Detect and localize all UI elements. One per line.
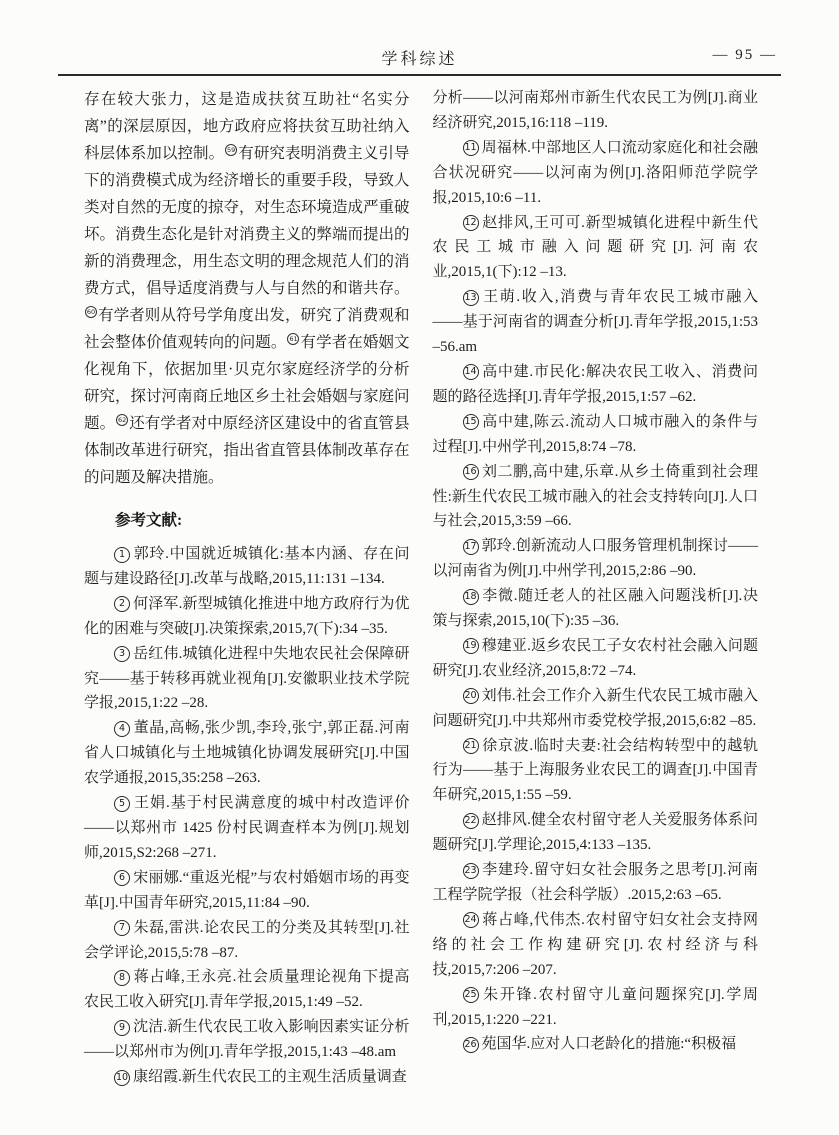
reference-number: 11 <box>463 140 479 156</box>
reference-number: 16 <box>463 464 479 480</box>
header-rule <box>58 74 781 76</box>
left-column <box>84 86 410 1086</box>
reference-item-continuation: 分析——以河南郑州市新生代农民工为例[J].商业经济研究,2015,16:118 –119. <box>432 90 758 131</box>
reference-number: 18 <box>463 589 479 605</box>
citation-marker: 60 <box>86 308 96 316</box>
reference-item: 12 赵排风,王可可.新型城镇化进程中新生代农民工城市融入问题研究[J].河南农业,2015,1(下):12 –13. <box>432 214 758 281</box>
reference-number: 17 <box>463 539 479 555</box>
reference-item: 8 蒋占峰,王永亮.社会质量理论视角下提高农民工收入研究[J].青年学报,2015,1:49 –52. <box>84 969 410 1011</box>
citation-marker: 59 <box>227 146 236 154</box>
reference-number: 26 <box>463 1037 479 1053</box>
reference-number: 2 <box>114 596 130 612</box>
references-heading: 参考文献: <box>115 512 183 529</box>
reference-number: 12 <box>463 215 479 231</box>
reference-number: 25 <box>463 987 479 1003</box>
reference-number: 20 <box>463 688 479 704</box>
reference-item: 7 朱磊,雷洪.论农民工的分类及其转型[J].社会学评论,2015,5:78 –87. <box>84 919 410 961</box>
reference-item: 13 王萌.收入,消费与青年农民工城市融入——基于河南省的调查分析[J].青年学报,2015,1:53 –56.am <box>432 289 758 356</box>
reference-number: 4 <box>114 721 130 737</box>
citation-marker: 61 <box>289 335 298 343</box>
reference-item: 18 李微.随迁老人的社区融入问题浅析[J].决策与探索,2015,10(下):35 –36. <box>432 588 758 630</box>
reference-item: 5 王娟.基于村民满意度的城中村改造评价——以郑州市 1425 份村民调查样本为例[J].规划师,2015,S2:268 –271. <box>84 795 410 861</box>
right-column <box>433 86 759 1066</box>
references-list-left <box>84 542 410 1090</box>
reference-item: 1 郭玲.中国就近城镇化:基本内涵、存在问题与建设路径[J].改革与战略,2015,11:131 –134. <box>84 546 410 587</box>
reference-item: 6 宋丽娜.“重返光棍”与农村婚姻市场的再变革[J].中国青年研究,2015,11:84 –90. <box>84 869 410 911</box>
reference-item: 23 李建玲.留守妇女社会服务之思考[J].河南工程学院学报（社会科学版）.2015,2:63 –65. <box>432 862 758 903</box>
reference-item: 2 何泽军.新型城镇化推进中地方政府行为优化的困难与突破[J].决策探索,2015,7(下):34 –35. <box>84 595 410 637</box>
page-header-title: 学科综述 <box>381 51 458 68</box>
reference-number: 21 <box>463 738 479 754</box>
citation-marker: 62 <box>118 416 127 424</box>
intro-paragraph: 存在较大张力，这是造成扶贫互助社“名实分离”的深层原因，地方政府应将扶贫互助社纳入科层体系加以控制。 59 有研究表明消费主义引导下的消费模式成为经济增长的重要手段，导致人类对自然的无度的掠夺，对生态环境造成严重破坏。消费生态化是针对消费主义的弊端而提出的新的消费理念，用生态文明的理念规范人们的消费方式，倡导适度消费与人与自然的和谐共存。60 有学者则从符号学角度出发，研究了消费观和社会整体价值观转向的问题。 61 有学者在婚姻文化视角下，依据加里·贝克尔家庭经济学的分析研究，探讨河南商丘地区乡土社会婚姻与家庭问题。 62 还有学者对中原经济区建设中的省直管县体制改革进行研究，指出省直管县体制改革存在的问题及解决措施。 <box>84 91 410 486</box>
reference-number: 6 <box>114 870 130 886</box>
reference-number: 10 <box>114 1070 130 1086</box>
reference-number: 15 <box>463 414 479 430</box>
reference-item: 14 高中建.市民化:解决农民工收入、消费问题的路径选择[J].青年学报,2015,1:57 –62. <box>432 363 758 405</box>
references-list-right <box>433 86 759 1057</box>
reference-number: 13 <box>463 290 479 306</box>
reference-item: 4 董晶,高畅,张少凯,李玲,张宁,郭正磊.河南省人口城镇化与土地城镇化协调发展研究[J].中国农学通报,2015,35:258 –263. <box>84 720 410 787</box>
reference-item: 24 蒋占峰,代伟杰.农村留守妇女社会支持网络的社会工作构建研究[J].农村经济与科技,2015,7:206 –207. <box>432 911 758 978</box>
reference-number: 14 <box>463 364 479 380</box>
reference-item: 16 刘二鹏,高中建,乐章.从乡土倚重到社会理性:新生代农民工城市融入的社会支持转向[J].人口与社会,2015,3:59 –66. <box>432 463 758 530</box>
page-number: — 95 — <box>712 47 777 63</box>
reference-item: 10 康绍霞.新生代农民工的主观生活质量调查 <box>115 1069 407 1086</box>
reference-number: 1 <box>114 547 130 563</box>
reference-item: 20 刘伟.社会工作介入新生代农民工城市融入问题研究[J].中共郑州市委党校学报,2015,6:82 –85. <box>432 687 758 729</box>
reference-number: 5 <box>114 796 130 812</box>
reference-item: 15 高中建,陈云.流动人口城市融入的条件与过程[J].中州学刊,2015,8:74 –78. <box>432 413 758 455</box>
reference-item: 21 徐京波.临时夫妻:社会结构转型中的越轨行为——基于上海服务业农民工的调查[J].中国青年研究,2015,1:55 –59. <box>432 737 758 804</box>
reference-number: 24 <box>463 912 479 928</box>
reference-number: 22 <box>463 813 479 829</box>
reference-item: 19 穆建亚.返乡农民工子女农村社会融入问题研究[J].农业经济,2015,8:72 –74. <box>432 637 758 679</box>
two-column-layout <box>84 86 758 1086</box>
reference-number: 7 <box>114 920 130 936</box>
reference-number: 23 <box>463 863 479 879</box>
reference-item: 11 周福林.中部地区人口流动家庭化和社会融合状况研究——以河南为例[J].洛阳师范学院学报,2015,10:6 –11. <box>432 139 758 206</box>
reference-item: 17 郭玲.创新流动人口服务管理机制探讨——以河南省为例[J].中州学刊,2015,2:86 –90. <box>432 538 758 580</box>
reference-number: 9 <box>114 1020 130 1036</box>
reference-number: 19 <box>463 638 479 654</box>
reference-item: 3 岳红伟.城镇化进程中失地农民社会保障研究——基于转移再就业视角[J].安徽职业技术学院学报,2015,1:22 –28. <box>84 645 410 712</box>
reference-item: 26 苑国华.应对人口老龄化的措施:“积极福 <box>464 1036 737 1053</box>
reference-number: 8 <box>114 970 130 986</box>
reference-item: 9 沈洁.新生代农民工收入影响因素实证分析——以郑州市为例[J].青年学报,2015,1:43 –48.am <box>84 1019 410 1061</box>
reference-number: 3 <box>114 646 130 662</box>
reference-item: 25 朱开锋.农村留守儿童问题探究[J].学周刊,2015,1:220 –221. <box>432 986 758 1028</box>
reference-item: 22 赵排风.健全农村留守老人关爱服务体系问题研究[J].学理论,2015,4:133 –135. <box>432 812 758 854</box>
